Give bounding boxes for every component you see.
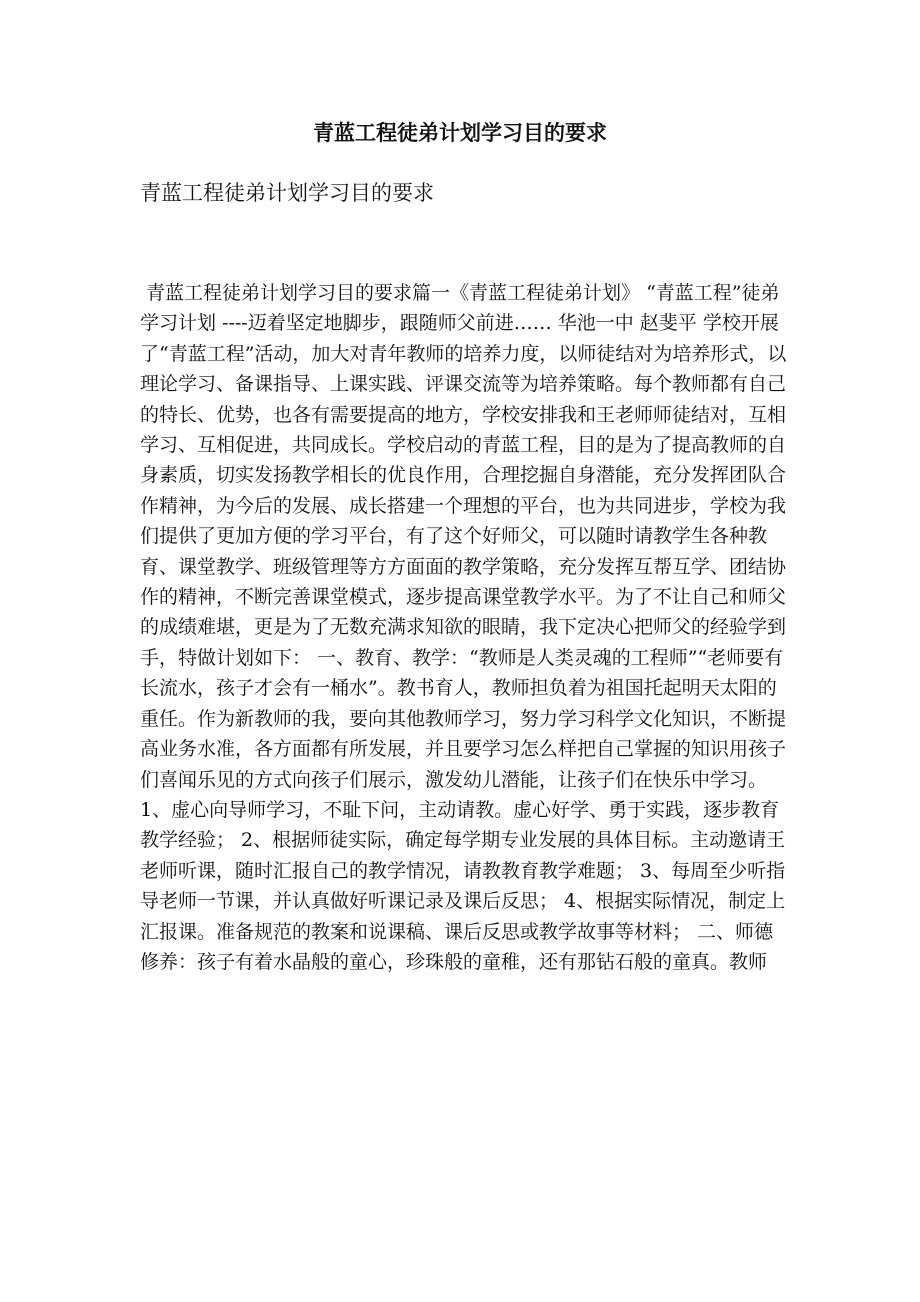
document-body-text: 青蓝工程徒弟计划学习目的要求篇一《青蓝工程徒弟计划》 “青蓝工程”徒弟学习计划 ----迈着坚定地脚步，跟随师父前进…… 华池一中 赵斐平 学校开展了“青蓝工程”活动，加大对青年教师的培养力度，以师徒结对为培养形式，以理论学习、备课指导、上课实践、评课交流等为培养策略。每个教师都有自己的特长、优势，也各有需要提高的地方，学校安排我和王老师师徒结对，互相学习、互相促进，共同成长。学校启动的青蓝工程，目的是为了提高教师的自身素质，切实发扬教学相长的优良作用，合理挖掘自身潜能，充分发挥团队合作精神，为今后的发展、成长搭建一个理想的平台，也为共同进步，学校为我们提供了更加方便的学习平台，有了这个好师父，可以随时请教学生各种教育、课堂教学、班级管理等方方面面的教学策略，充分发挥互帮互学、团结协作的精神，不断完善课堂模式，逐步提高课堂教学水平。为了不让自己和师父的成绩难堪，更是为了无数充满求知欲的眼睛，我下定决心把师父的经验学到手，特做计划如下： 一、教育、教学：“教师是人类灵魂的工程师”“老师要有长流水，孩子才会有一桶水”。教书育人，教师担负着为祖国托起明天太阳的重任。作为新教师的我，要向其他教师学习，努力学习科学文化知识，不断提高业务水准，各方面都有所发展，并且要学习怎么样把自己掌握的知识用孩子们喜闻乐见的方式向孩子们展示，激发幼儿潜能，让孩子们在快乐中学习。 1、虚心向导师学习，不耻下问，主动请教。虚心好学、勇于实践，逐步教育教学经验； 2、根据师徒实际，确定每学期专业发展的具体目标。主动邀请王老师听课，随时汇报自己的教学情况，请教教育教学难题； 3、每周至少听指导老师一节课，并认真做好听课记录及课后反思； 4、根据实际情况，制定上汇报课。准备规范的教案和说课稿、课后反思或教学故事等材料； 二、师德修养：孩子有着水晶般的童心，珍珠般的童稚，还有那钻石般的童真。教师	[140, 282, 787, 973]
document-title: 青蓝工程徒弟计划学习目的要求	[313, 121, 607, 145]
document-subtitle: 青蓝工程徒弟计划学习目的要求	[140, 181, 434, 205]
